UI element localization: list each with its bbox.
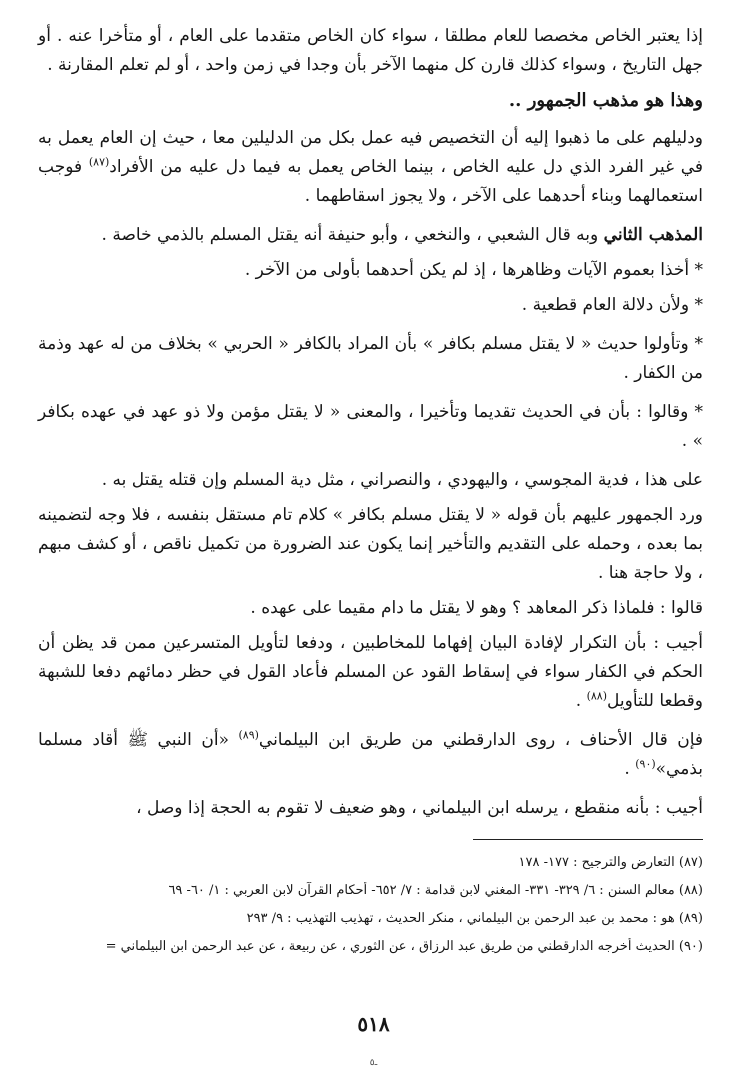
section-heading-majority: وهذا هو مذهب الجمهور ..: [508, 90, 703, 111]
second-school-label: المذهب الثاني: [603, 225, 703, 245]
paragraph-second-school: [38, 221, 703, 250]
paragraph-objection: قالوا : فلماذا ذكر المعاهد ؟ وهو لا يقتل ما دام مقيما على عهده .: [250, 598, 703, 618]
bullet-word-order: * وقالوا : بأن في الحديث تقديما وتأخيرا ، والمعنى « لا يقتل مؤمن ولا ذو عهد في عهده بكافر » .: [38, 402, 703, 451]
footnote-divider: [473, 839, 703, 840]
hanafi-text-3: .: [624, 759, 636, 779]
hanafi-text-2: «أن النبي ﷺ أقاد مسلما بذمي»: [38, 730, 703, 779]
bullet-general-verses: * أخذا بعموم الآيات وظاهرها ، إذ لم يكن أحدهما بأولى من الآخر .: [244, 260, 703, 280]
paragraph-majority-reply: ورد الجمهور عليهم بأن قوله « لا يقتل مسلم بكافر » كلام تام مستقل بنفسه ، فلا وجه لتضمينه بما بعده ، وحمله على التقديم والتأخير إنما يكون عند الضرورة من تكميل ناقص ، أو كشف مبهم ، ولا حاجة هنا .: [38, 505, 703, 583]
bullet-definitive: * ولأن دلالة العام قطعية .: [521, 295, 703, 315]
paragraph-answer-weak-chain: أجيب : بأنه منقطع ، يرسله ابن البيلماني ، وهو ضعيف لا تقوم به الحجة إذا وصل ،: [136, 798, 703, 818]
paragraph-hanafi-report: [38, 726, 703, 784]
second-school-text: وبه قال الشعبي ، والنخعي ، وأبو حنيفة أنه يقتل المسلم بالذمي خاصة .: [101, 225, 604, 245]
footnote-ref-90: (٩٠): [635, 757, 656, 771]
paragraph-majority-evidence: [38, 124, 703, 211]
paragraph-answer-repetition: [38, 629, 703, 716]
hanafi-text-1: فإن قال الأحناف ، روى الدارقطني من طريق ابن البيلماني: [258, 730, 703, 750]
footnote-89: (٨٩) هو : محمد بن عبد الرحمن بن البيلماني ، منكر الحديث ، تهذيب التهذيب : ٩/ ٢٩٣: [246, 911, 703, 926]
bottom-mark: ـ٥: [369, 1058, 378, 1068]
footnote-88: (٨٨) معالم السنن : ٦/ ٣٢٩- ٣٣١- المغني لابن قدامة : ٧/ ٦٥٢- أحكام القرآن لابن العربي : ١/ ٦٠- ٦٩: [168, 883, 703, 898]
footnote-ref-87: (٨٧): [88, 155, 110, 169]
footnote-ref-88: (٨٨): [586, 689, 607, 703]
footnote-90: (٩٠) الحديث أخرجه الدارقطني من طريق عبد الرزاق ، عن الثوري ، عن ربيعة ، عن عبد الرحمن ابن البيلماني =: [105, 939, 703, 954]
footnote-87: (٨٧) التعارض والترجيح : ١٧٧- ١٧٨: [518, 855, 703, 870]
evidence-text-2: فوجب استعمالهما وبناء أحدهما على الآخر ، ولا يجوز اسقاطهما .: [38, 157, 703, 206]
page-number: ٥١٨: [357, 1012, 390, 1036]
paragraph-blood-money: على هذا ، فدية المجوسي ، واليهودي ، والنصراني ، مثل دية المسلم وإن قتله يقتل به .: [101, 470, 703, 490]
evidence-text-1: ودليلهم على ما ذهبوا إليه أن التخصيص فيه عمل بكل من الدليلين معا ، حيث إن العام يعمل به في غير الفرد الذي دل عليه الخاص ، بينما الخاص يعمل به فيما دل عليه من الأفراد: [38, 128, 703, 177]
answer-text-2: .: [575, 691, 587, 711]
footnote-ref-89: (٨٩): [238, 728, 259, 742]
bullet-hadith-interpretation: * وتأولوا حديث « لا يقتل مسلم بكافر » بأن المراد بالكافر « الحربي » بخلاف من له عهد وذمة من الكفار .: [38, 334, 703, 383]
paragraph-general-specific: إذا يعتبر الخاص مخصصا للعام مطلقا ، سواء كان الخاص متقدما على العام ، أو متأخرا عنه . أو جهل التاريخ ، وسواء كذلك قارن كل منهما الآخر بأن وجدا في زمن واحد ، أو لم تعلم المقارنة .: [38, 26, 703, 75]
answer-text-1: أجيب : بأن التكرار لإفادة البيان إفهاما للمخاطبين ، ودفعا لتأويل المتسرعين ممن قد يظن أن الحكم في الكفار سواء في إسقاط القود عن المسلم فأعاد القول في حظر دمائهم دفعا للشبهة وقطعا للتأويل: [38, 633, 703, 711]
